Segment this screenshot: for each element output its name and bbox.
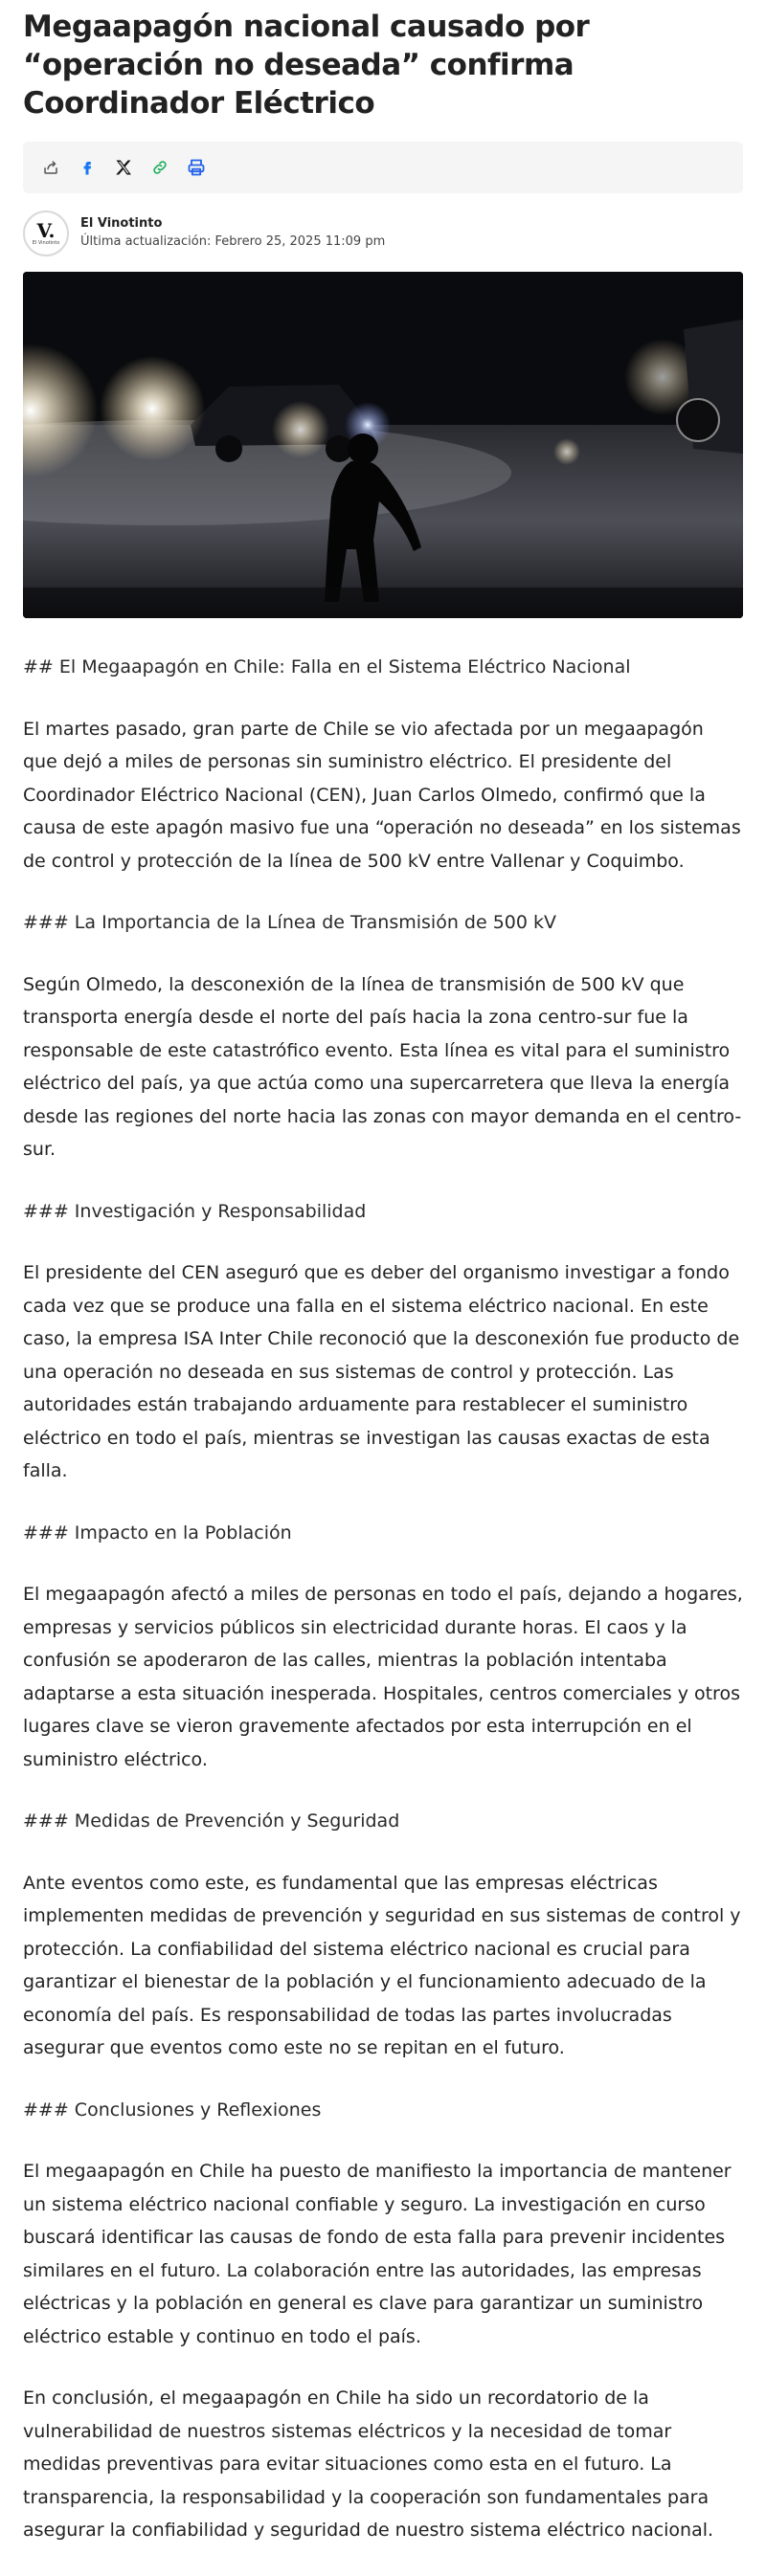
- article-heading: ### Impacto en la Población: [23, 1521, 292, 1543]
- hero-image: [23, 272, 743, 618]
- article-paragraph: El megaapagón en Chile ha puesto de manifiesto la importancia de mantener un sistema eléctrico nacional confiable y seguro. La investigación en curso buscará identificar las causas de fondo de esta falla para prevenir incidentes similares en el futuro. La colaboración entre las autoridades, las empresas eléctricas y la población en general es clave para garantizar un suministro eléctrico estable y continuo en todo el país.: [23, 2161, 732, 2347]
- share-bar: [23, 142, 743, 193]
- avatar-logo-letter: V.: [36, 219, 56, 242]
- link-icon[interactable]: [147, 155, 172, 180]
- article-paragraph: El megaapagón afectó a miles de personas en todo el país, dejando a hogares, empresas y servicios públicos sin electricidad durante horas. El caos y la confusión se apoderaron de las calles, mientras la población intentaba adaptarse a esta situación inesperada. Hospitales, centros comerciales y otros lugares clave se vieron gravemente afectados por esta interrupción en el suministro eléctrico.: [23, 1584, 743, 1770]
- article-heading: ### Investigación y Responsabilidad: [23, 1200, 367, 1222]
- article-heading: ## El Megaapagón en Chile: Falla en el Sistema Eléctrico Nacional: [23, 656, 631, 677]
- article-heading: ### La Importancia de la Línea de Transmisión de 500 kV: [23, 912, 557, 933]
- article-paragraph: Ante eventos como este, es fundamental que las empresas eléctricas implementen medidas de prevención y seguridad en sus sistemas de control y protección. La confiabilidad del sistema eléctrico nacional es crucial para garantizar el bienestar de la población y el funcionamiento adecuado de la economía del país. Es responsabilidad de todas las partes involucradas asegurar que eventos como este no se repitan en el futuro.: [23, 1872, 741, 2058]
- last-updated: Última actualización: Febrero 25, 2025 11:09 pm: [80, 234, 386, 249]
- article-heading: ### Medidas de Prevención y Seguridad: [23, 1810, 400, 1832]
- author-name[interactable]: El Vinotinto: [80, 216, 163, 231]
- x-icon[interactable]: [111, 155, 136, 180]
- avatar[interactable]: [23, 211, 69, 256]
- article-body: [23, 651, 743, 2547]
- article-title: Megaapagón nacional causado por “operación no deseada” confirma Coordinador Eléctrico: [23, 10, 590, 121]
- avatar-logo-caption: El Vinotinto: [32, 240, 60, 246]
- night-street-photo: [23, 272, 743, 618]
- article-paragraph: El martes pasado, gran parte de Chile se vio afectada por un megaapagón que dejó a miles de personas sin suministro eléctrico. El presidente del Coordinador Eléctrico Nacional (CEN), Juan Carlos Olmedo, confirmó que la causa de este apagón masivo fue una “operación no deseada” en los sistemas de control y protección de la línea de 500 kV entre Vallenar y Coquimbo.: [23, 718, 741, 872]
- article-paragraph: Según Olmedo, la desconexión de la línea de transmisión de 500 kV que transporta energía desde el norte del país hacia la zona centro-sur fue la responsable de este catastrófico evento. Esta línea es vital para el suministro eléctrico del país, ya que actúa como una supercarretera que lleva la energía desde las regiones del norte hacia las zonas con mayor demanda en el centro-sur.: [23, 973, 742, 1160]
- article-heading: ### Conclusiones y Reflexiones: [23, 2099, 322, 2121]
- author-block: [23, 209, 743, 258]
- share-icon[interactable]: [38, 155, 63, 180]
- facebook-icon[interactable]: [75, 155, 100, 180]
- article-paragraph: El presidente del CEN aseguró que es deber del organismo investigar a fondo cada vez que se produce una falla en el sistema eléctrico nacional. En este caso, la empresa ISA Inter Chile reconoció que la desconexión fue producto de una operación no deseada en sus sistemas de control y protección. Las autoridades están trabajando arduamente para restablecer el suministro eléctrico en todo el país, mientras se investigan las causas exactas de esta falla.: [23, 1262, 740, 1481]
- print-icon[interactable]: [184, 155, 209, 180]
- article-paragraph: En conclusión, el megaapagón en Chile ha sido un recordatorio de la vulnerabilidad de nuestros sistemas eléctricos y la necesidad de tomar medidas preventivas para evitar situaciones como esta en el futuro. La transparencia, la responsabilidad y la cooperación son fundamentales para asegurar la confiabilidad y seguridad de nuestro sistema eléctrico nacional.: [23, 2387, 714, 2541]
